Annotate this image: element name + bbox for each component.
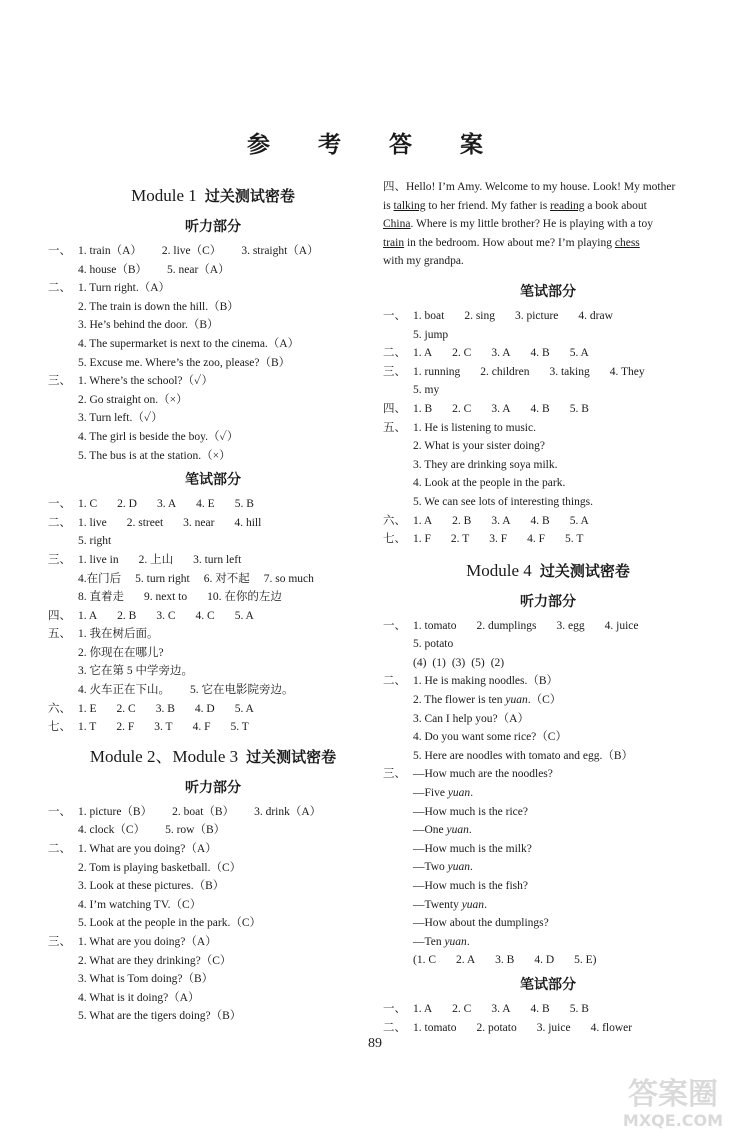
page-number: 89	[368, 1036, 382, 1051]
answer-line: 4. The supermarket is next to the cinema.（A）	[78, 337, 300, 350]
answer-line: 二、 1. Turn right.（A）	[48, 282, 171, 295]
answer-line: 5. my	[413, 384, 440, 397]
answer-line: (1. C 2. A 3. B 4. D 5. E)	[413, 954, 597, 967]
module1-listening-heading: 听力部分	[185, 219, 241, 235]
answer-line: —How much is the milk?	[413, 842, 532, 855]
answer-line: —Twenty yuan.	[413, 898, 487, 911]
answer-line: 二、 1. A 2. C 3. A 4. B 5. A	[383, 347, 589, 360]
module23-passage: 四、Hello! I’m Amy. Welcome to my house. Look! My mother is talking to her friend. My father is reading a book about China. Where is my little brother? He is playing with a toy train in the bedroom. How about me? I’m playing chess with my grandpa.	[383, 181, 676, 268]
answer-line: 3. He’s behind the door.（B）	[78, 319, 219, 332]
answer-line: 5. What are the tigers doing?（B）	[78, 1010, 242, 1023]
answer-line: 3. 它在第 5 中学旁边。	[78, 665, 193, 678]
answer-line: —How much is the rice?	[413, 805, 528, 818]
answer-line: 4. clock（C） 5. row（B）	[78, 824, 226, 837]
module23-listening-heading: 听力部分	[185, 779, 241, 796]
answer-line: 一、 1. train（A） 2. live（C） 3. straight（A）	[48, 245, 319, 257]
answer-line: 一、 1. tomato 2. dumplings 3. egg 4. juice	[383, 619, 639, 632]
answer-line: 一、 1. C 2. D 3. A 4. E 5. B	[48, 498, 254, 511]
answer-line: 4. The girl is beside the boy.（✓）	[78, 430, 239, 443]
module23-title-en: Module 2、Module 3	[89, 746, 239, 766]
answer-line: 5. The bus is at the station.（×）	[78, 449, 231, 462]
answer-line: —One yuan.	[413, 824, 472, 837]
answer-line: 五、 1. 我在树后面。	[48, 628, 159, 641]
answer-line: 4. Do you want some rice?（C）	[413, 731, 567, 744]
module4-title-en: Module 4	[466, 560, 532, 580]
answer-line: 七、 1. F 2. T 3. F 4. F 5. T	[383, 533, 584, 546]
answer-line: 5. right	[78, 535, 112, 548]
answer-line: 4.在门后 5. turn right 6. 对不起 7. so much	[78, 572, 314, 585]
answer-line: 4. What is it doing?（A）	[78, 991, 200, 1004]
module23-writing-heading: 笔试部分	[520, 283, 576, 300]
answer-line: 2. Tom is playing basketball.（C）	[78, 861, 242, 874]
answer-line: 2. The train is down the hill.（B）	[78, 300, 239, 313]
answer-line: 3. They are drinking soya milk.	[413, 458, 558, 471]
answer-line: 一、 1. boat 2. sing 3. picture 4. draw	[383, 309, 613, 322]
answer-line: 2. What is your sister doing?	[413, 440, 546, 453]
page-title: 参 考 答 案	[246, 132, 504, 158]
answer-line: 2. What are they drinking?（C）	[78, 954, 232, 967]
answer-line: 4. I’m watching TV.（C）	[78, 898, 202, 911]
answer-line: 5. Look at the people in the park.（C）	[78, 917, 262, 930]
answer-line: 2. Go straight on.（×）	[78, 393, 188, 406]
answer-line: —How about the dumplings?	[413, 917, 549, 930]
answer-line: 三、 1. Where’s the school?（✓）	[48, 375, 213, 388]
watermark-text: 答案圈	[628, 1077, 718, 1112]
module23-title-zh: 过关测试密卷	[246, 747, 337, 766]
module4-writing-heading: 笔试部分	[520, 976, 576, 993]
answer-line: 二、 1. He is making noodles.（B）	[383, 675, 559, 688]
answer-line: 5. potato	[413, 638, 454, 651]
answer-line: 二、 1. What are you doing?（A）	[48, 843, 217, 856]
answer-line: 五、 1. He is listening to music.	[383, 421, 536, 434]
answer-line: 四、 1. B 2. C 3. A 4. B 5. B	[383, 402, 589, 415]
module4-listening-heading: 听力部分	[520, 593, 576, 610]
answer-line: 一、 1. picture（B） 2. boat（B） 3. drink（A）	[48, 805, 322, 818]
module4-title-zh: 过关测试密卷	[539, 561, 630, 580]
answer-line: —How much is the fish?	[413, 880, 528, 892]
answer-line: 5. We can see lots of interesting things.	[413, 495, 593, 508]
answer-line: 七、 1. T 2. F 3. T 4. F 5. T	[48, 721, 249, 734]
answer-line: 5. Excuse me. Where’s the zoo, please?（B）	[78, 356, 291, 369]
answer-line: 2. The flower is ten yuan.（C）	[413, 694, 562, 707]
answer-line: —Ten yuan.	[413, 935, 470, 948]
module23-heading	[48, 743, 378, 771]
right-column	[383, 178, 713, 1037]
module4-heading	[383, 557, 713, 585]
module1-writing-heading: 笔试部分	[185, 472, 241, 489]
answer-line: 3. Look at these pictures.（B）	[78, 880, 225, 893]
answer-line: 5. jump	[413, 328, 449, 341]
answer-line: 8. 直着走 9. next to 10. 在你的左边	[78, 591, 282, 604]
answer-line: 5. Here are noodles with tomato and egg.（B）	[413, 749, 634, 762]
answer-line: 二、 1. live 2. street 3. near 4. hill	[48, 516, 262, 529]
left-column	[48, 182, 378, 1026]
answer-line: —Two yuan.	[413, 861, 473, 874]
watermark-url: MXQE.COM	[622, 1111, 724, 1130]
answer-line: 2. 你现在在哪儿?	[78, 646, 164, 659]
answer-line: 二、 1. tomato 2. potato 3. juice 4. flower	[383, 1021, 633, 1034]
module1-heading	[48, 182, 378, 210]
answer-line: —Five yuan.	[413, 787, 474, 800]
answer-line: 3. What is Tom doing?（B）	[78, 973, 214, 986]
answer-line: 3. Can I help you?（A）	[413, 712, 529, 725]
answer-line: 三、 1. running 2. children 3. taking 4. They	[383, 365, 645, 378]
answer-line: 三、 1. What are you doing?（A）	[48, 936, 217, 948]
answer-line: 六、 1. A 2. B 3. A 4. B 5. A	[383, 514, 589, 527]
answer-line: 4. house（B） 5. near（A）	[78, 263, 230, 276]
watermark-logo	[608, 1078, 738, 1134]
answer-line: 4. 火车正在下山。 5. 它在电影院旁边。	[78, 684, 294, 697]
module1-title-en: Module 1	[131, 186, 197, 205]
answer-line: (4) (1) (3) (5) (2)	[413, 656, 505, 669]
answer-line: 一、 1. A 2. C 3. A 4. B 5. B	[383, 1002, 589, 1015]
answer-line: 三、 —How much are the noodles?	[383, 768, 553, 781]
answer-line: 3. Turn left.（✓）	[78, 412, 163, 425]
answer-line: 六、 1. E 2. C 3. B 4. D 5. A	[48, 702, 254, 715]
answer-line: 三、 1. live in 2. 上山 3. turn left	[48, 553, 242, 566]
module1-title-zh: 过关测试密卷	[204, 187, 295, 205]
answer-line: 四、 1. A 2. B 3. C 4. C 5. A	[48, 609, 254, 622]
answer-line: 4. Look at the people in the park.	[413, 477, 566, 490]
